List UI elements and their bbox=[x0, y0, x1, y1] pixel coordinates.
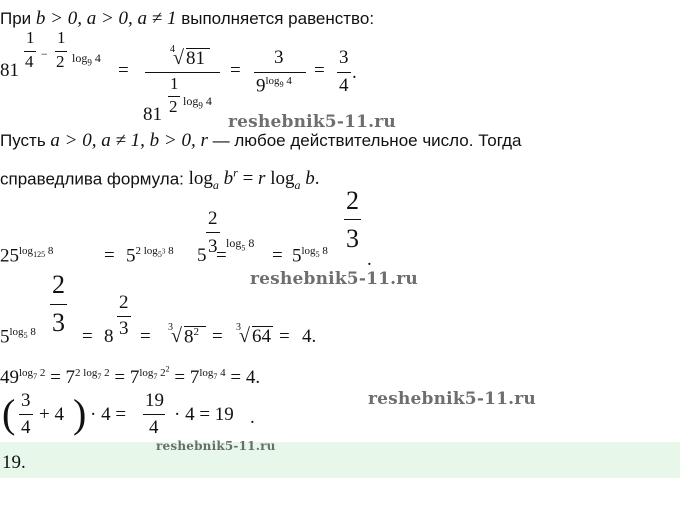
eq5-rparen: ) bbox=[73, 391, 87, 436]
line2-prefix: Пусть bbox=[0, 131, 51, 150]
eq1-f1-bar bbox=[145, 72, 220, 73]
eq4-t4: $7^{log_7 4}$ bbox=[189, 366, 226, 388]
eq3-t3-radicand: $8^2$ bbox=[184, 326, 199, 348]
eq1-equals-c: = bbox=[314, 60, 325, 81]
eq5-end: . bbox=[250, 407, 255, 428]
eq3-t1-bar bbox=[50, 304, 67, 305]
eq4-t1: $49^{log_7 2}$ bbox=[0, 366, 46, 388]
eq5-f1-num: 3 bbox=[21, 390, 31, 411]
eq3-equals-4: = bbox=[279, 326, 290, 347]
eq1-f3-num: 3 bbox=[339, 47, 349, 68]
eq2-t3-bar bbox=[206, 232, 220, 233]
eq3-equals-3: = bbox=[212, 326, 223, 347]
eq3-t1-den: 3 bbox=[52, 308, 65, 337]
eq1-f2-bar bbox=[254, 72, 306, 73]
eq3-t4-root-sign: √ bbox=[239, 325, 250, 347]
intro-condition: b > 0, a > 0, a ≠ 1 bbox=[35, 8, 177, 29]
eq4-t2: $7^{2 log_7 2}$ bbox=[65, 366, 110, 388]
intro-line-2 bbox=[0, 130, 522, 152]
eq1-end: . bbox=[352, 62, 357, 83]
eq5-f2-bar bbox=[143, 414, 165, 415]
eq2-t4: $5^{log_5 8}$ bbox=[292, 245, 328, 267]
eq2-t2: $5^{2 log_{5^3} 8}$ bbox=[126, 245, 174, 267]
eq2-t3-den: 3 bbox=[208, 236, 218, 257]
watermark-1: reshebnik5-11.ru bbox=[228, 112, 396, 132]
formula-line bbox=[0, 166, 319, 193]
eq3-equals-1: = bbox=[82, 326, 93, 347]
watermark-2: reshebnik5-11.ru bbox=[250, 269, 418, 289]
formula-expression: $\log_a b^r = r$ $\log_a b$. bbox=[188, 166, 320, 193]
eq5-times-2: · 4 = 19 bbox=[174, 404, 234, 425]
eq2-t3-num: 2 bbox=[208, 208, 218, 229]
formula-prefix: справедлива формула: bbox=[0, 169, 189, 189]
eq1-f1-den-e-num: 1 bbox=[170, 74, 179, 93]
eq2-t4-num: 2 bbox=[346, 186, 359, 215]
line2-suffix: — любое действительное число. Тогда bbox=[207, 131, 522, 150]
eq1-f3-den: 4 bbox=[339, 75, 349, 96]
eq3-equals-2: = bbox=[140, 326, 151, 347]
eq5-plus-4: + 4 bbox=[39, 404, 64, 425]
eq1-f1-root-sign: √ bbox=[173, 47, 184, 69]
eq3-t1: $5^{log_5 8}$ bbox=[0, 326, 36, 348]
eq1-e2-num: 1 bbox=[57, 28, 66, 47]
eq3-t2-num: 2 bbox=[119, 292, 129, 313]
eq5-f1-bar bbox=[19, 414, 33, 415]
eq4-result: 4. bbox=[245, 366, 261, 388]
eq1-equals-b: = bbox=[230, 60, 241, 81]
eq3-t2-base: 8 bbox=[104, 326, 114, 347]
eq3-t1-num: 2 bbox=[52, 270, 65, 299]
eq2-equals-1: = bbox=[104, 245, 115, 266]
eq1-f1-den-log: $\log_9 4$ bbox=[183, 94, 212, 111]
eq2-t3-base: 5 bbox=[197, 245, 207, 266]
intro-line-1 bbox=[0, 8, 374, 30]
eq5-times-1: · 4 = bbox=[90, 404, 127, 425]
eq1-e2-log: $\log_9 4$ bbox=[72, 51, 101, 68]
intro-suffix: выполняется равенство: bbox=[176, 9, 375, 28]
eq2-end: . bbox=[367, 249, 372, 270]
line2-condition: a > 0, a ≠ 1, b > 0, r bbox=[50, 130, 208, 151]
eq2-t3-log: $\log_5 8$ bbox=[226, 236, 255, 253]
eq1-f1-den-base: 81 bbox=[143, 104, 162, 125]
eq3-t3-index: 3 bbox=[168, 322, 173, 333]
eq3-t2-den: 3 bbox=[119, 318, 129, 339]
eq2-t4-bar bbox=[344, 219, 361, 220]
eq1-e2-den: 2 bbox=[56, 52, 65, 71]
eq4-t3: $7^{log_7 2^2}$ bbox=[129, 364, 170, 388]
eq1-e1-den: 4 bbox=[25, 52, 34, 71]
watermark-3: reshebnik5-11.ru bbox=[368, 389, 536, 409]
eq1-f1-den-e-den: 2 bbox=[169, 97, 178, 116]
eq4-equals-4: = bbox=[230, 366, 242, 388]
eq3-t4-radicand: 64 bbox=[252, 326, 271, 347]
eq1-minus: − bbox=[41, 47, 48, 61]
eq2-t1: $25^{log_{125} 8}$ bbox=[0, 245, 54, 267]
eq1-f1-radicand: 81 bbox=[186, 48, 205, 69]
eq4-equals-3: = bbox=[174, 366, 186, 388]
eq1-equals-a: = bbox=[118, 60, 129, 81]
eq3-t2-bar bbox=[117, 316, 131, 317]
answer: 19. bbox=[2, 452, 26, 473]
eq2-t4-den: 3 bbox=[346, 224, 359, 253]
watermark-4: reshebnik5-11.ru bbox=[156, 439, 276, 453]
answer-band bbox=[0, 442, 680, 478]
eq3-t3-root-sign: √ bbox=[171, 325, 182, 347]
eq1-f1-root-index: 4 bbox=[170, 44, 175, 55]
intro-prefix: При bbox=[0, 9, 36, 28]
eq3-result: 4. bbox=[302, 326, 317, 347]
eq1-base: 81 bbox=[0, 60, 19, 81]
eq3-t4-index: 3 bbox=[236, 322, 241, 333]
eq2-equals-2: = bbox=[216, 245, 227, 266]
eq1-f3-bar bbox=[337, 72, 351, 73]
eq2-equals-3: = bbox=[272, 245, 283, 266]
eq5-lparen: ( bbox=[2, 391, 16, 436]
eq1-f2-den: $9^{log_9 4}$ bbox=[256, 75, 292, 97]
eq5-f1-den: 4 bbox=[21, 417, 31, 438]
eq5-f2-den: 4 bbox=[149, 417, 159, 438]
eq4-equals-2: = bbox=[114, 366, 126, 388]
equation-4 bbox=[0, 364, 260, 389]
eq1-f2-num: 3 bbox=[274, 47, 284, 68]
eq4-equals-1: = bbox=[50, 366, 61, 388]
eq5-f2-num: 19 bbox=[145, 390, 164, 411]
eq1-e1-num: 1 bbox=[26, 28, 35, 47]
